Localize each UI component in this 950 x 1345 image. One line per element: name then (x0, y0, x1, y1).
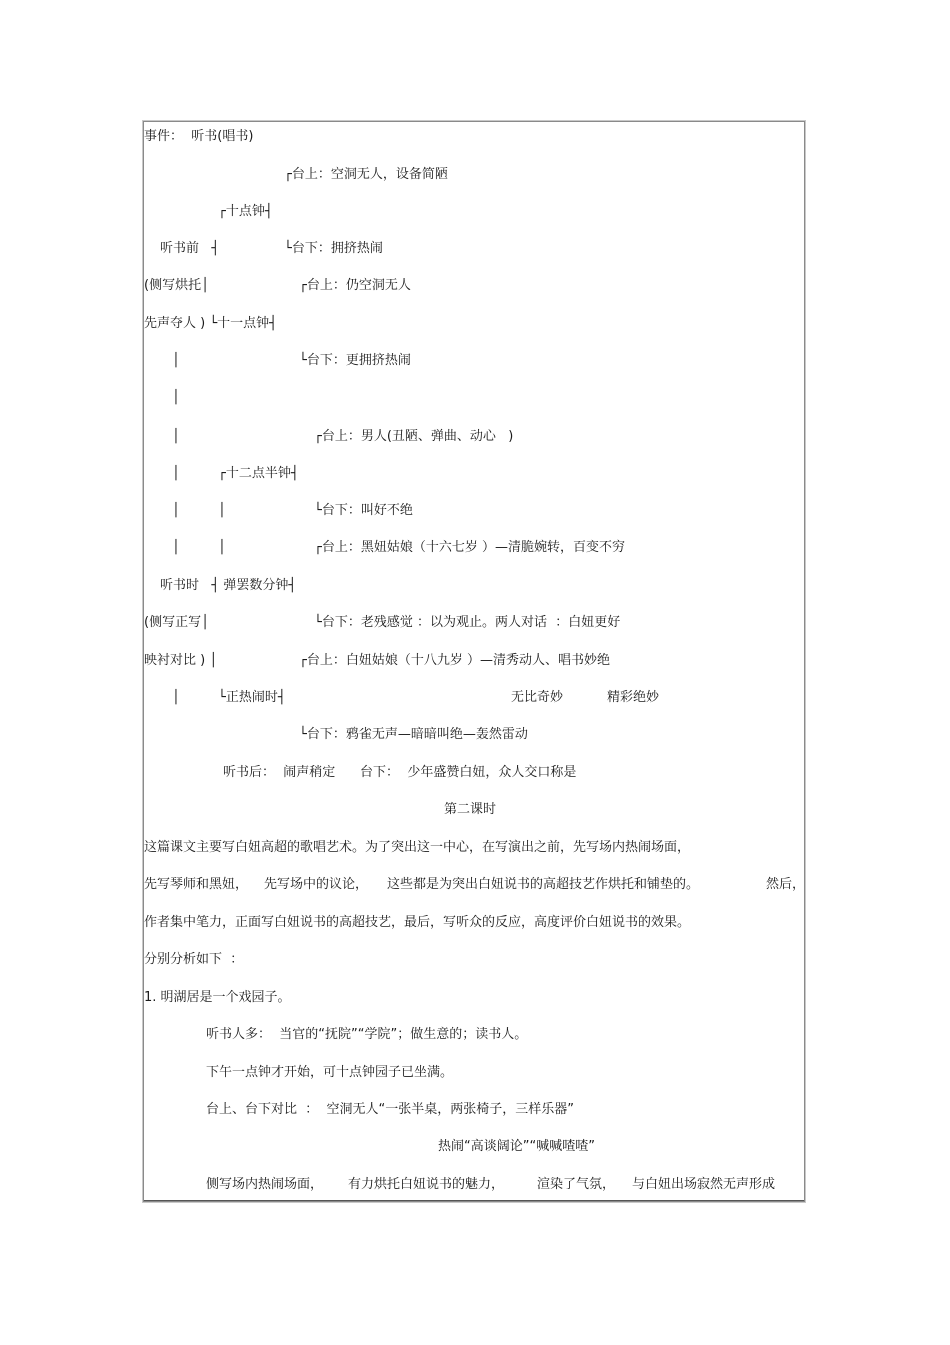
outline-connector: │ (172, 390, 180, 405)
outline-ten-oclock: ┌十点钟┤ (218, 204, 273, 219)
outline-climax: └正热闹时┤ (218, 690, 286, 705)
paragraph-line: 这篇课文主要写白妞高超的歌唱艺术。为了突出这一中心，在写演出之前，先写场内热闹场面， (144, 840, 691, 855)
analysis-item-heading: 1. 明湖居是一个戏园子。 (144, 990, 291, 1005)
outline-eleven-oclock: 先声夺人 ) └十一点钟┤ (144, 316, 277, 331)
outline-ten-stage-text: ┌台上：空洞无人，设备简陋 (284, 167, 448, 182)
outline-side-direct-label: (侧写正写│ (144, 615, 209, 630)
outline-brilliant-text: 精彩绝妙 (607, 690, 660, 705)
outline-heiniu-audience-text: └台下：老残感觉 ：以为观止。两人对话 ：白妞更好 (314, 615, 621, 630)
outline-bainiu-stage-text: ┌台上：白妞姑娘（十八九岁 ）—清秀动人、唱书妙绝 (299, 653, 610, 668)
paragraph-line: 分别分析如下 ： (144, 952, 244, 967)
outline-eleven-audience-text: └台下：更拥挤热闹 (299, 353, 411, 368)
outline-wonderful-text: 无比奇妙 (511, 690, 564, 705)
lesson-title: 第二课时 (444, 802, 497, 817)
outline-eleven-stage-text: ┌台上：仍空洞无人 (299, 278, 411, 293)
outline-contrast-label: 映衬对比 ) │ (144, 653, 218, 668)
outline-connector: │ (218, 503, 226, 518)
paragraph-line: 先写琴师和黑妞， (144, 877, 249, 892)
outline-before-listening: 听书前 ┤ (160, 241, 220, 256)
analysis-subpoint: 台上、台下对比 ： 空洞无人“一张半桌，两张椅子，三样乐器” (206, 1102, 574, 1117)
outline-after-listening: 听书后： 闹声稍定 台下： 少年盛赞白妞，众人交口称是 (223, 765, 577, 780)
outline-connector: │ (172, 429, 180, 444)
analysis-subpoint: 下午一点钟才开始，可十点钟园子已坐满。 (206, 1065, 454, 1080)
analysis-subpoint: 与白妞出场寂然无声形成 (632, 1177, 776, 1192)
outline-connector: │ (172, 466, 180, 481)
outline-connector: │ (218, 540, 226, 555)
outline-side-foil-label: (侧写烘托│ (144, 278, 209, 293)
analysis-subpoint: 渲染了气氛， (537, 1177, 616, 1192)
analysis-subpoint: 热闹“高谈阔论”“喊喊喳喳” (438, 1139, 595, 1154)
paragraph-line: 这些都是为突出白妞说书的高超技艺作烘托和铺垫的。 (387, 877, 700, 892)
analysis-subpoint: 听书人多： 当官的“抚院”“学院”；做生意的；读书人。 (206, 1027, 528, 1042)
outline-connector: │ (172, 540, 180, 555)
outline-event-line: 事件： 听书(唱书) (144, 129, 254, 144)
paragraph-line: 作者集中笔力，正面写白妞说书的高超技艺，最后，写听众的反应，高度评价白妞说书的效果。 (144, 915, 691, 930)
outline-connector: │ (172, 690, 180, 705)
outline-twelve-thirty: ┌十二点半钟┤ (218, 466, 299, 481)
outline-connector: │ (172, 503, 180, 518)
analysis-subpoint: 有力烘托白妞说书的魅力， (348, 1177, 505, 1192)
paragraph-line: 先写场中的议论， (264, 877, 369, 892)
paragraph-line: 然后， (766, 877, 806, 892)
outline-twelve-stage-text: ┌台上：男人(丑陋、弹曲、动心 ) (314, 429, 514, 444)
outline-bainiu-audience-text: └台下：鸦雀无声—暗暗叫绝—轰然雷动 (299, 727, 528, 742)
outline-during-listening: 听书时 ┤ 弹罢数分钟┤ (160, 578, 297, 593)
outline-connector: │ (172, 353, 180, 368)
analysis-subpoint: 侧写场内热闹场面， (206, 1177, 324, 1192)
outline-ten-audience-text: └台下：拥挤热闹 (284, 241, 383, 256)
outline-heiniu-stage-text: ┌台上：黑妞姑娘（十六七岁 ）—清脆婉转，百变不穷 (314, 540, 625, 555)
outline-twelve-audience-text: └台下：叫好不绝 (314, 503, 413, 518)
